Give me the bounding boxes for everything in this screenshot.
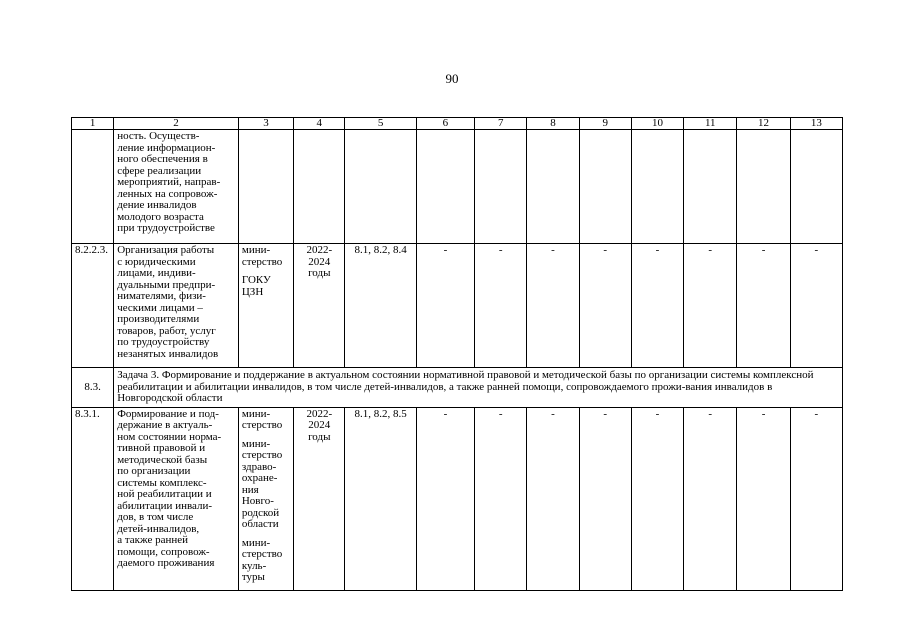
row-number: 8.2.2.3.	[72, 244, 114, 368]
indicator-cell: 8.1, 8.2, 8.4	[345, 244, 416, 368]
program-table	[71, 117, 843, 591]
value-cell	[475, 130, 527, 244]
header-cell: 4	[294, 118, 345, 130]
value-cell: -	[684, 244, 737, 368]
header-cell: 2	[114, 118, 239, 130]
indicator-cell: 8.1, 8.2, 8.5	[345, 407, 416, 590]
executor-name: мини- стерство	[241, 244, 283, 268]
value-cell: -	[631, 407, 683, 590]
header-cell: 13	[790, 118, 842, 130]
table-row	[72, 130, 843, 244]
indicator-cell	[345, 130, 416, 244]
header-cell: 10	[631, 118, 683, 130]
value-cell	[631, 130, 683, 244]
value-cell: -	[579, 407, 631, 590]
value-cell	[416, 130, 474, 244]
value-cell	[527, 130, 579, 244]
table-row	[72, 407, 843, 590]
page-number: 90	[445, 71, 459, 86]
task-row	[72, 368, 843, 408]
value-cell	[790, 130, 842, 244]
executor-cell	[238, 244, 293, 368]
value-cell: -	[416, 407, 474, 590]
measure-text: Формирование и под- держание в актуаль- ном состоянии норма- тивной правовой и методической базы по организации системы комплекс- ной реабилитации и абилитации инвали- дов, в том числе детей-инвалидов, а также ранней помощи, сопровож- даемого проживания	[114, 407, 239, 590]
row-number	[72, 130, 114, 244]
task-text: Задача 3. Формирование и поддержание в актуальном состоянии нормативной правовой и методической базы по организации системы комплексной реабилитации и абилитации инвалидов, в том числе детей-инвалидов, а также ранней помощи, сопровождаемого прожи-вания инвалидов в Новгородской области	[114, 368, 843, 408]
value-cell: -	[527, 407, 579, 590]
value-cell: -	[416, 244, 474, 368]
executor-cell	[238, 407, 293, 590]
header-cell: 6	[416, 118, 474, 130]
header-cell: 5	[345, 118, 416, 130]
value-cell	[737, 130, 790, 244]
value-cell	[579, 130, 631, 244]
table-row	[72, 244, 843, 368]
measure-text: Организация работы с юридическими лицами, индиви- дуальными предпри- нимателями, физи- ческими лицами – производителями товаров, работ, услуг по трудоустройству незанятых инвалидов	[114, 244, 239, 368]
period-cell: 2022- 2024 годы	[294, 244, 345, 368]
executor-name: мини- стерство куль- туры	[241, 536, 283, 583]
value-cell: -	[790, 407, 842, 590]
value-cell: -	[631, 244, 683, 368]
measure-text: ность. Осуществ- ление информацион- ного обеспечения в сфере реализации мероприятий, направ- ленных на сопровож- дение инвалидов молодого возраста при трудоустройстве	[114, 130, 239, 244]
executor-name: ГОКУ ЦЗН	[241, 274, 271, 298]
header-cell: 12	[737, 118, 790, 130]
header-cell: 9	[579, 118, 631, 130]
header-cell: 11	[684, 118, 737, 130]
executor-name: мини- стерство здраво- охране- ния Новго- родской области	[241, 437, 283, 530]
period-cell	[294, 130, 345, 244]
value-cell: -	[527, 244, 579, 368]
value-cell: -	[475, 244, 527, 368]
header-cell: 3	[238, 118, 293, 130]
value-cell: -	[475, 407, 527, 590]
executor-name: мини- стерство	[241, 407, 283, 431]
header-cell: 8	[527, 118, 579, 130]
header-cell: 1	[72, 118, 114, 130]
value-cell: -	[737, 407, 790, 590]
period-cell: 2022- 2024 годы	[294, 407, 345, 590]
task-number: 8.3.	[72, 368, 114, 408]
value-cell: -	[790, 244, 842, 368]
executor-cell	[238, 130, 293, 244]
header-cell: 7	[475, 118, 527, 130]
value-cell	[684, 130, 737, 244]
header-row	[72, 118, 843, 130]
row-number: 8.3.1.	[72, 407, 114, 590]
value-cell: -	[684, 407, 737, 590]
value-cell: -	[737, 244, 790, 368]
value-cell: -	[579, 244, 631, 368]
